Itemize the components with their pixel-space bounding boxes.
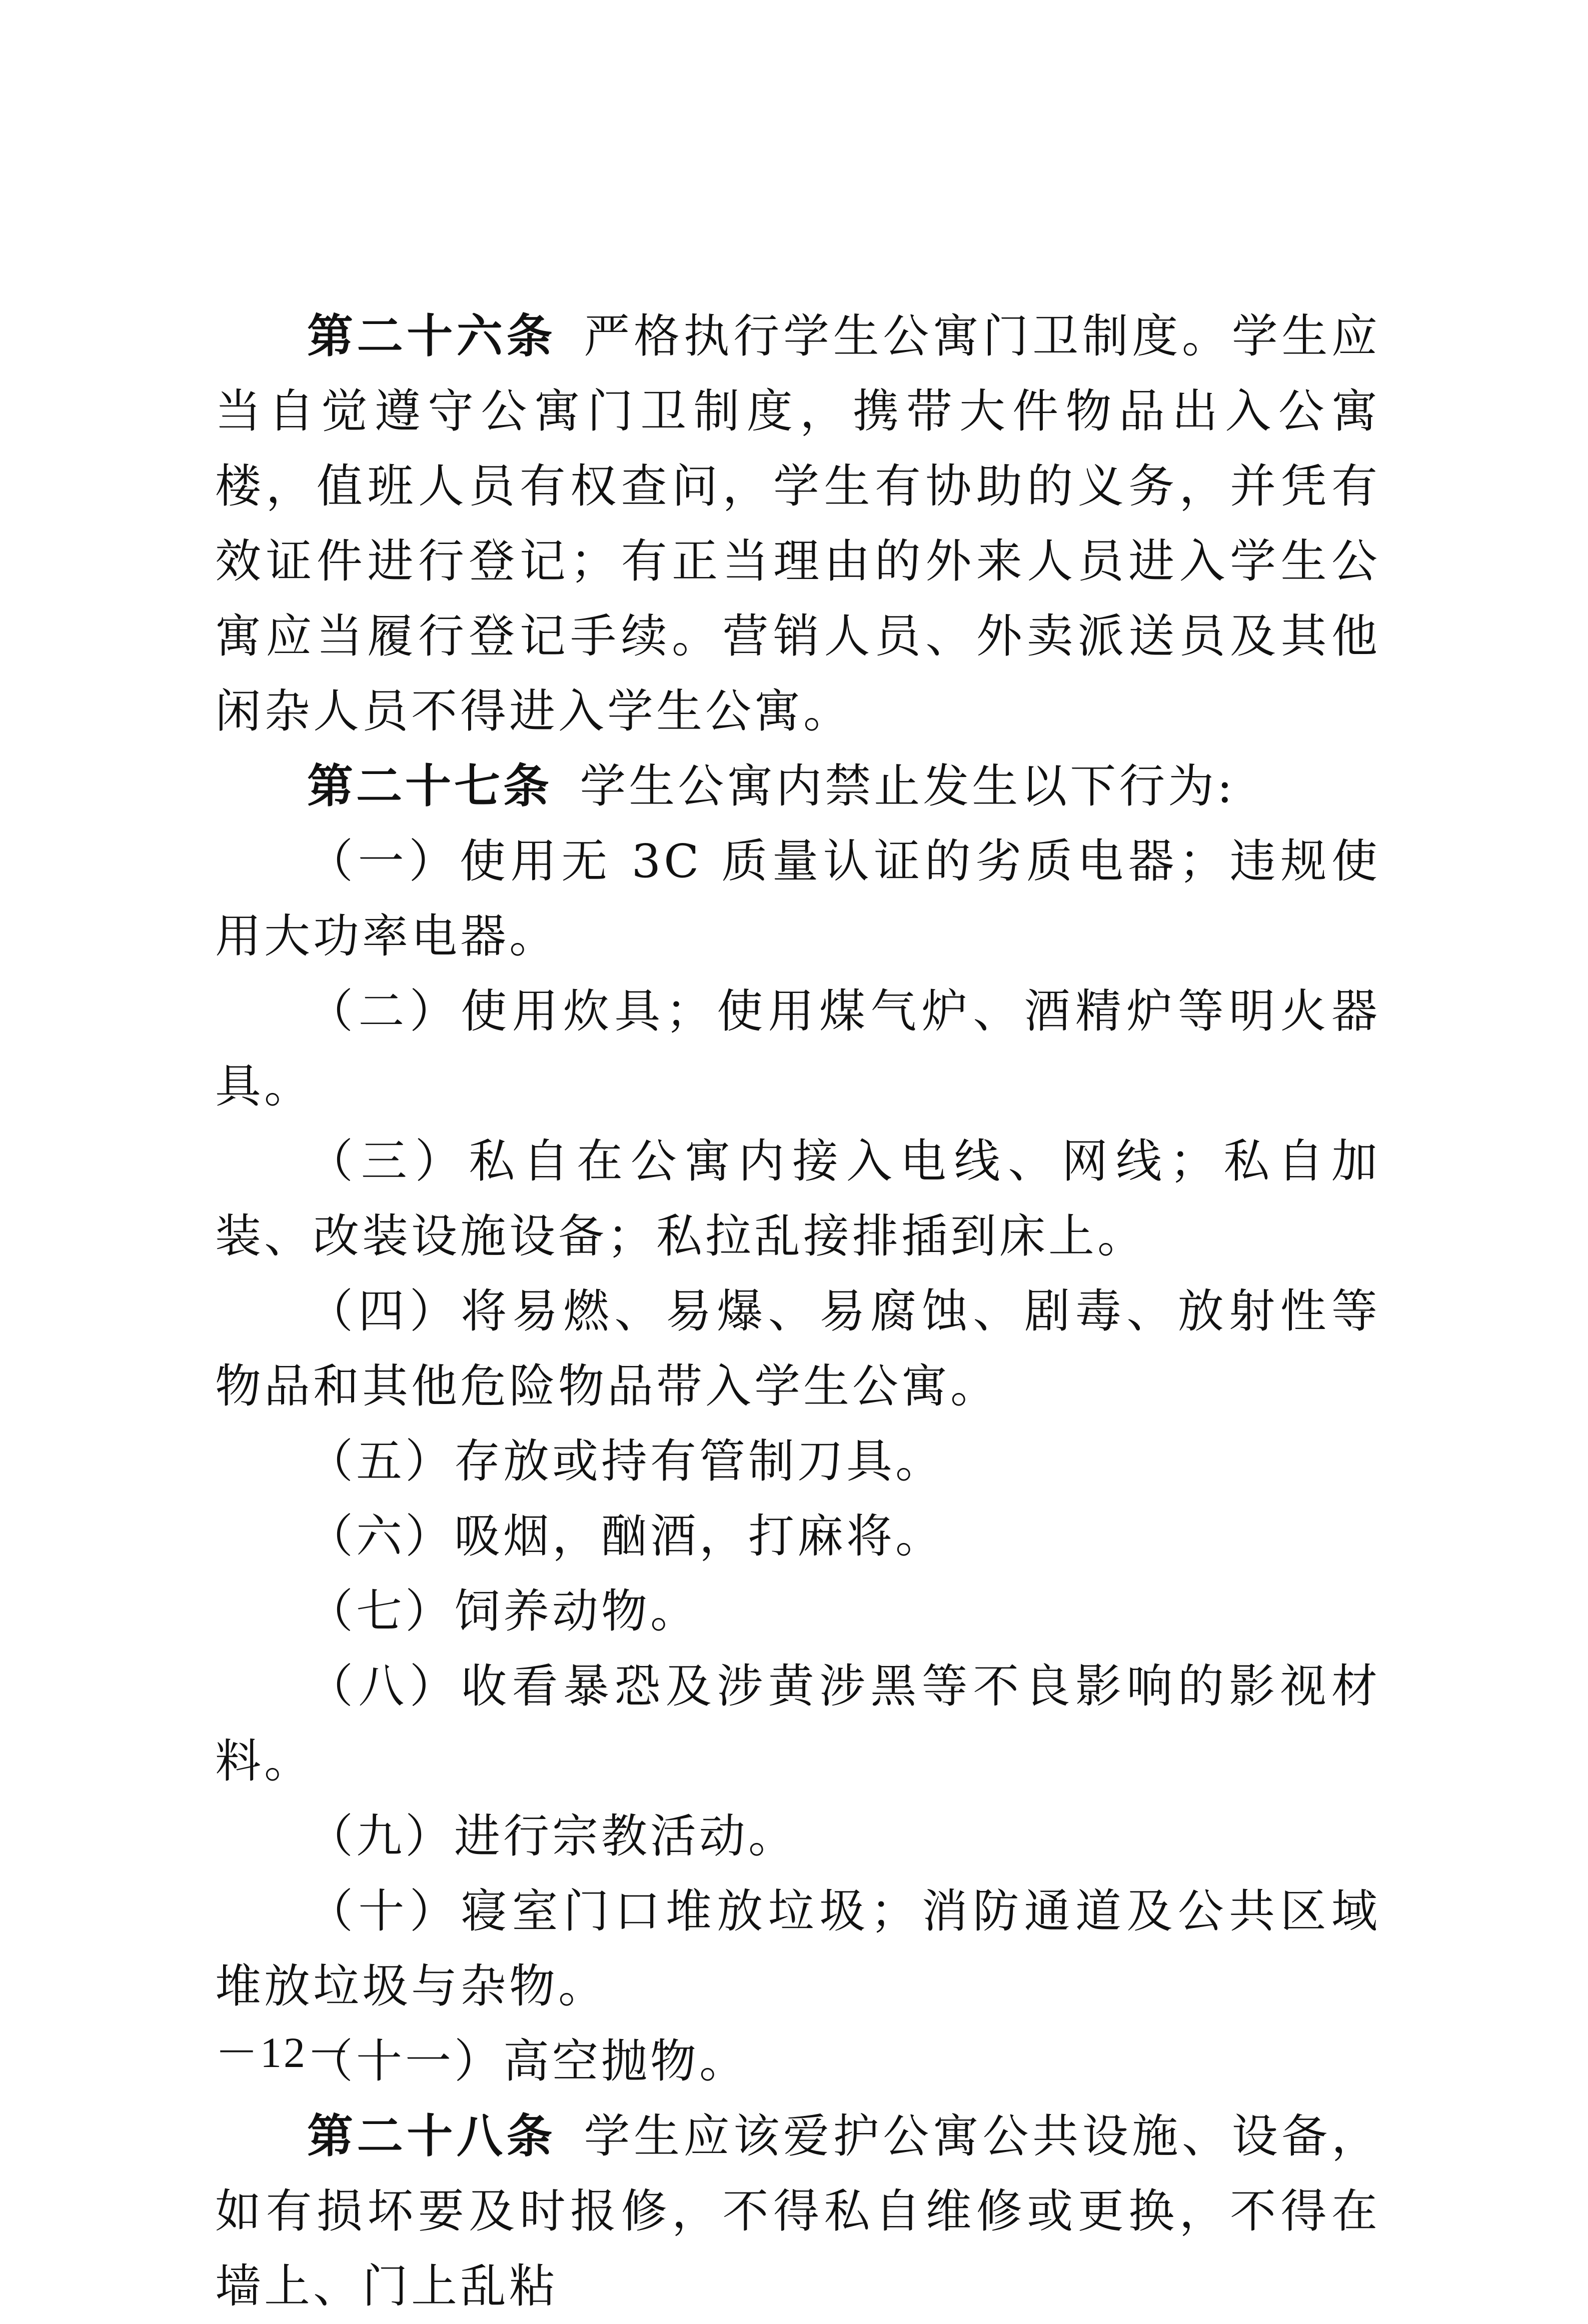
article-27-body: 学生公寓内禁止发生以下行为: [580, 760, 1236, 813]
article-28 [215, 2099, 1380, 2324]
list-item-8: （八）收看暴恐及涉黄涉黑等不良影响的影视材料。 [215, 1660, 1380, 1788]
list-item-5: （五）存放或持有管制刀具。 [307, 1434, 945, 1488]
article-27 [215, 749, 1380, 824]
article-26-heading: 第二十六条 [307, 310, 557, 363]
list-item-4: （四）将易燃、易爆、易腐蚀、剧毒、放射性等物品和其他危险物品带入学生公寓。 [215, 1284, 1380, 1413]
list-item-3: （三）私自在公寓内接入电线、网线；私自加装、改装设施设备；私拉乱接排插到床上。 [215, 1134, 1380, 1263]
list-item-10: （十）寝室门口堆放垃圾；消防通道及公共区域堆放垃圾与杂物。 [215, 1884, 1380, 2013]
article-27-heading: 第二十七条 [307, 760, 553, 813]
list-item-2: （二）使用炊具；使用煤气炉、酒精炉等明火器具。 [215, 984, 1380, 1113]
list-item-9: （九）进行宗教活动。 [307, 1810, 798, 1863]
list-item-7: （七）饲养动物。 [307, 1584, 700, 1638]
page-number: －12－ [215, 2028, 352, 2076]
article-26-body: 严格执行学生公寓门卫制度。学生应当自觉遵守公寓门卫制度，携带大件物品出入公寓楼，值班人员有权查问，学生有协助的义务，并凭有效证件进行登记；有正当理由的外来人员进入学生公寓应当履行登记手续。营销人员、外卖派送员及其他闲杂人员不得进入学生公寓。 [215, 310, 1380, 738]
list-item-6: （六）吸烟，酗酒，打麻将。 [307, 1510, 945, 1563]
list-item-11: （十一）高空抛物。 [307, 2034, 749, 2088]
article-28-body: 学生应该爱护公寓公共设施、设备，如有损坏要及时报修，不得私自维修或更换，不得在墙上、门上乱粘 [215, 2110, 1380, 2313]
list-item-1: （一）使用无 3C 质量认证的劣质电器；违规使用大功率电器。 [215, 834, 1380, 963]
article-26 [215, 299, 1380, 749]
document-body [215, 299, 1380, 2324]
article-28-heading: 第二十八条 [307, 2110, 557, 2163]
